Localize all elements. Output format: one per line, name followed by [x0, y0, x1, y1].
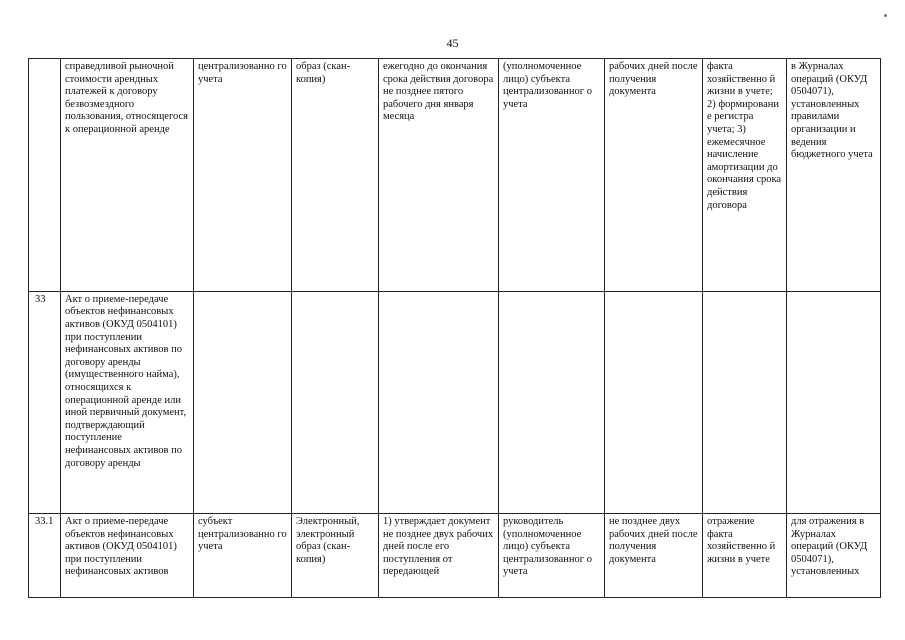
journal-cell [787, 291, 881, 513]
page-number: 45 [446, 36, 459, 50]
row-number: 33.1 [29, 514, 61, 598]
form-cell: Электронный, электронный образ (скан-копия) [292, 514, 379, 598]
row-number [29, 59, 61, 292]
document-name-cell: Акт о приеме-передаче объектов нефинансовых активов (ОКУД 0504101) при поступлении нефинансовых активов [61, 514, 194, 598]
document-name-cell: Акт о приеме-передаче объектов нефинансовых активов (ОКУД 0504101) при поступлении нефинансовых активов по договору аренды (имущественного найма), относящихся к операционной аренде или иной первичный документ, подтверждающий поступление нефинансовых активов по договору аренды [61, 291, 194, 513]
table-row [29, 291, 881, 513]
responsible-cell: субъект централизованно го учета [194, 514, 292, 598]
purpose-cell: отражение факта хозяйственно й жизни в учете [703, 514, 787, 598]
deadline-cell [379, 291, 499, 513]
recipient-cell [499, 291, 605, 513]
scan-dot-mark [884, 14, 887, 17]
document-table [28, 58, 881, 598]
journal-cell: для отражения в Журналах операций (ОКУД 0504071), установленных [787, 514, 881, 598]
document-name-cell: справедливой рыночной стоимости арендных платежей к договору безвозмездного пользования, относящегося к операционной аренде [61, 59, 194, 292]
responsible-cell: централизованно го учета [194, 59, 292, 292]
term-cell [605, 291, 703, 513]
purpose-cell [703, 291, 787, 513]
term-cell: рабочих дней после получения документа [605, 59, 703, 292]
term-cell: не позднее двух рабочих дней после получения документа [605, 514, 703, 598]
purpose-cell: факта хозяйственно й жизни в учете; 2) формировани е регистра учета; 3) ежемесячное начисление амортизации до окончания срока действия договора [703, 59, 787, 292]
recipient-cell: (уполномоченное лицо) субъекта централизованног о учета [499, 59, 605, 292]
responsible-cell [194, 291, 292, 513]
deadline-cell: ежегодно до окончания срока действия договора не позднее пятого рабочего дня января месяца [379, 59, 499, 292]
deadline-cell: 1) утверждает документ не позднее двух рабочих дней после его поступления от передающей [379, 514, 499, 598]
form-cell: образ (скан-копия) [292, 59, 379, 292]
form-cell [292, 291, 379, 513]
table-row [29, 514, 881, 598]
recipient-cell: руководитель (уполномоченное лицо) субъекта централизованног о учета [499, 514, 605, 598]
journal-cell: в Журналах операций (ОКУД 0504071), установленных правилами организации и ведения бюджетного учета [787, 59, 881, 292]
table-row [29, 59, 881, 292]
row-number: 33 [29, 291, 61, 513]
